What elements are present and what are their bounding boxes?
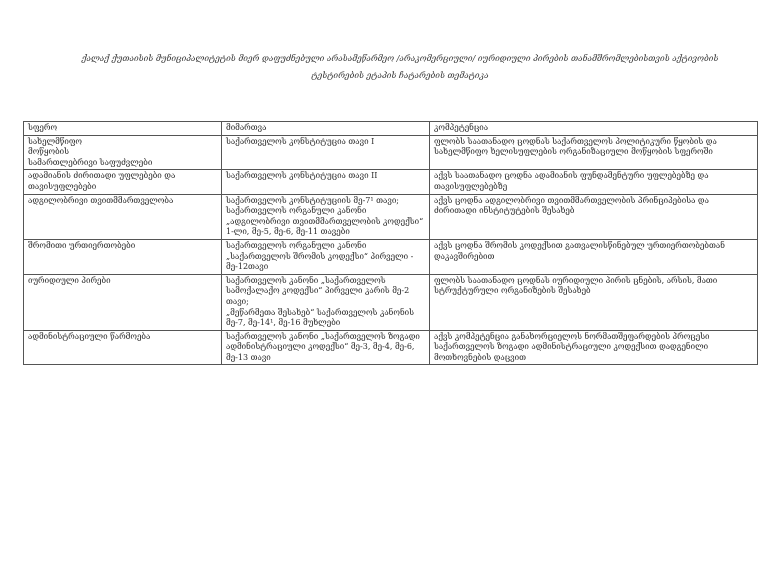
competency-cell	[430, 330, 758, 365]
header-competency: კომპეტენცია	[430, 122, 758, 136]
reference-cell	[222, 135, 430, 170]
cell-line: საქართველოს კონსტიტუცია თავი I	[226, 136, 375, 146]
field-cell	[24, 274, 222, 330]
field-cell	[24, 239, 222, 274]
table-row	[24, 170, 758, 194]
table-row	[24, 194, 758, 239]
competency-cell	[430, 274, 758, 330]
cell-line: ფლობს საათანადო ცოდნას საქართველოს პოლიტიკური წყობის და სახელმწიფო ხელისუფლების ორგანიზაციული მოწყობის სფეროში	[434, 136, 717, 157]
cell-line: აქვს კომპეტენცია განახორციელოს ნორმათშეფარდების პროცესი საქართველოს ზოგადი ადმინისტრაციული კოდექსით დადგენილი მოთხოვნების დაცვით	[434, 331, 710, 362]
cell-line: „მეწარმეთა შესახებ“ საქართველოს კანონის მე-7, მე-14¹, მე-16 მუხლები	[226, 307, 414, 328]
competency-table	[23, 121, 758, 365]
cell-line: საქართველოს ორგანული კანონი „ადგილობრივი თვითმმართველობის კოდექსი“ 1-ლი, მე-5, მე-6, მე-11 თავები	[226, 206, 424, 237]
cell-line: მოწყობის	[28, 147, 69, 157]
cell-line: შრომითი ურთიერთობები	[28, 240, 136, 250]
reference-cell	[222, 239, 430, 274]
cell-line: საქართველოს კანონი „საქართველოს ზოგადი ადმინისტრაციული კოდექსი“ მე-3, მე-4, მე-6, მე-13 თავი	[226, 331, 420, 362]
reference-cell	[222, 274, 430, 330]
header-field: სფერო	[24, 122, 222, 136]
cell-line: საქართველოს კონსტიტუცია თავი II	[226, 171, 378, 181]
table-row	[24, 330, 758, 365]
cell-line: საქართველოს კონსტიტუციის მე-7¹ თავი;	[226, 195, 399, 205]
cell-line: სამართლებრივი საფუძვლები	[28, 157, 153, 167]
reference-cell	[222, 330, 430, 365]
cell-line: ფლობს საათანადო ცოდნას იურიდიული პირის ცნების, არსის, მათი სტრუქტურული ორგანიზების შესახებ	[434, 275, 718, 296]
field-cell	[24, 194, 222, 239]
header-reference: მიმართვა	[222, 122, 430, 136]
table-row	[24, 239, 758, 274]
cell-line: საქართველოს კანონი „საქართველოს სამოქალაქო კოდექსი“ პირველი კარის მე-2 თავი;	[226, 275, 410, 306]
table-header-row	[24, 122, 758, 136]
title-line-1: ქალაქ ქუთაისის მუნიციპალიტეტის მიერ დაფუძნებული არასამეწარმეო /არაკომერციული/ იურიდიული პირების თანამშრომლებისთვის აქტივობის	[81, 53, 719, 63]
competency-cell	[430, 135, 758, 170]
reference-cell	[222, 194, 430, 239]
cell-line: იურიდიული პირები	[28, 275, 111, 285]
table-row	[24, 274, 758, 330]
field-cell	[24, 170, 222, 194]
cell-line: აქვს საათანადო ცოდნა ადამიანის ფუნდამენტური უფლებებზე და თავისუფლებებზე	[434, 171, 709, 191]
cell-line: სახელმწიფო	[28, 136, 83, 146]
cell-line: ადამიანის ძირითადი უფლებები და თავისუფლებები	[28, 171, 176, 191]
cell-line: აქვს ცოდნა ადგილობრივი თვითმმართველობის პრინციპებისა და ძირითადი ინსტიტუტების შესახებ	[434, 195, 709, 216]
competency-cell	[430, 170, 758, 194]
document-title	[60, 50, 740, 84]
cell-line: ადგილობრივი თვითმმართველობა	[28, 195, 174, 205]
cell-line: საქართველოს ორგანული კანონი „საქართველოს შრომის კოდექსი“ პირველი - მე-12თავი	[226, 240, 414, 272]
field-cell	[24, 135, 222, 170]
competency-cell	[430, 239, 758, 274]
cell-line: აქვს ცოდნა შრომის კოდექსით გათვალისწინებულ ურთიერთობებთან დაკავშირებით	[434, 240, 725, 261]
table-row	[24, 135, 758, 170]
competency-cell	[430, 194, 758, 239]
reference-cell	[222, 170, 430, 194]
title-line-2: ტესტირების ეტაპის ჩატარების თემატიკა	[311, 70, 489, 80]
cell-line: ადმინისტრაციული წარმოება	[28, 331, 151, 341]
field-cell	[24, 330, 222, 365]
